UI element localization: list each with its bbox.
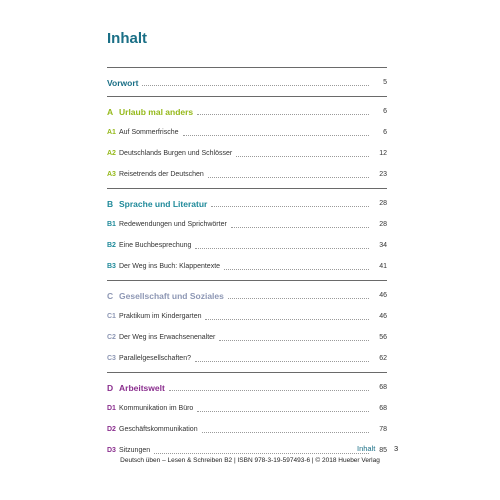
toc-entry-page: 85 — [379, 447, 387, 454]
toc-entry-page: 46 — [379, 313, 387, 320]
chapter-number: C1 — [107, 313, 116, 320]
chapter-number: A2 — [107, 150, 116, 157]
divider — [107, 372, 387, 373]
section-title: Arbeitswelt — [119, 383, 165, 393]
toc-entry-a2[interactable] — [107, 147, 387, 161]
chapter-number: B3 — [107, 263, 116, 270]
chapter-number: D2 — [107, 426, 116, 433]
toc-entry-b2[interactable] — [107, 239, 387, 253]
toc-entry-page: 12 — [379, 150, 387, 157]
leader-dots — [231, 227, 369, 228]
toc-entry-page: 46 — [379, 292, 387, 299]
chapter-number: A1 — [107, 129, 116, 136]
toc-entry-page: 56 — [379, 334, 387, 341]
chapter-number: D1 — [107, 405, 116, 412]
leader-dots — [236, 156, 369, 157]
toc-entry-page: 28 — [379, 200, 387, 207]
chapter-number: B1 — [107, 221, 116, 228]
toc-section-c[interactable] — [107, 289, 387, 303]
chapter-label: Reisetrends der Deutschen — [119, 171, 204, 178]
toc-entry-a3[interactable] — [107, 168, 387, 182]
chapter-label: Geschäftskommunikation — [119, 426, 198, 433]
footer-imprint: Deutsch üben – Lesen & Schreiben B2 | ISBN 978-3-19-597493-6 | © 2018 Hueber Verlag — [120, 457, 380, 464]
toc-entry-page: 6 — [383, 108, 387, 115]
toc-entry-vorwort[interactable] — [107, 76, 387, 90]
leader-dots — [228, 298, 369, 299]
toc-entry-page: 41 — [379, 263, 387, 270]
leader-dots — [211, 206, 369, 207]
chapter-label: Kommunikation im Büro — [119, 405, 194, 412]
toc-entry-page: 23 — [379, 171, 387, 178]
leader-dots — [197, 114, 369, 115]
chapter-label: Eine Buchbesprechung — [119, 242, 192, 249]
toc-entry-page: 28 — [379, 221, 387, 228]
divider — [107, 188, 387, 189]
toc-entry-c1[interactable] — [107, 310, 387, 324]
chapter-number: C2 — [107, 334, 116, 341]
leader-dots — [202, 432, 369, 433]
divider — [107, 67, 387, 68]
toc-entry-b1[interactable] — [107, 218, 387, 232]
chapter-number: B2 — [107, 242, 116, 249]
table-of-contents — [107, 67, 387, 458]
chapter-label: Der Weg ins Erwachsenenalter — [119, 334, 216, 341]
chapter-label: Praktikum im Kindergarten — [119, 313, 202, 320]
section-letter: D — [107, 383, 114, 393]
toc-entry-page: 78 — [379, 426, 387, 433]
chapter-label: Redewendungen und Sprichwörter — [119, 221, 227, 228]
section-letter: B — [107, 199, 114, 209]
leader-dots — [219, 340, 369, 341]
toc-entry-page: 62 — [379, 355, 387, 362]
toc-section-a[interactable] — [107, 105, 387, 119]
leader-dots — [205, 319, 369, 320]
leader-dots — [195, 361, 369, 362]
toc-entry-d2[interactable] — [107, 423, 387, 437]
leader-dots — [169, 390, 369, 391]
chapter-label: Sitzungen — [119, 447, 151, 454]
leader-dots — [208, 177, 369, 178]
footer-section-name: Inhalt — [357, 444, 376, 453]
chapter-label: Deutschlands Burgen und Schlösser — [119, 150, 233, 157]
divider — [107, 280, 387, 281]
section-letter: A — [107, 107, 114, 117]
section-title: Gesellschaft und Soziales — [119, 291, 224, 301]
chapter-label: Parallelgesellschaften? — [119, 355, 191, 362]
chapter-label: Der Weg ins Buch: Klappentexte — [119, 263, 221, 270]
leader-dots — [195, 248, 369, 249]
section-letter: C — [107, 291, 114, 301]
section-title: Urlaub mal anders — [119, 107, 194, 117]
chapter-number: C3 — [107, 355, 116, 362]
footer-page-number: 3 — [394, 444, 399, 453]
leader-dots — [183, 135, 369, 136]
toc-section-b[interactable] — [107, 197, 387, 211]
toc-entry-page: 6 — [383, 129, 387, 136]
toc-entry-a1[interactable] — [107, 126, 387, 140]
leader-dots — [154, 453, 369, 454]
leader-dots — [197, 411, 369, 412]
section-title: Sprache und Literatur — [119, 199, 208, 209]
toc-entry-page: 5 — [383, 79, 387, 86]
toc-entry-page: 68 — [379, 405, 387, 412]
toc-entry-label: Vorwort — [107, 78, 139, 88]
page-title: Inhalt — [107, 30, 147, 47]
toc-entry-d3[interactable] — [107, 444, 387, 458]
toc-entry-d1[interactable] — [107, 402, 387, 416]
toc-section-d[interactable] — [107, 381, 387, 395]
toc-entry-c2[interactable] — [107, 331, 387, 345]
toc-entry-page: 34 — [379, 242, 387, 249]
chapter-label: Auf Sommerfrische — [119, 129, 179, 136]
toc-entry-page: 68 — [379, 384, 387, 391]
divider — [107, 96, 387, 97]
leader-dots — [224, 269, 369, 270]
chapter-number: A3 — [107, 171, 116, 178]
toc-entry-b3[interactable] — [107, 260, 387, 274]
chapter-number: D3 — [107, 447, 116, 454]
leader-dots — [142, 85, 369, 86]
toc-entry-c3[interactable] — [107, 352, 387, 366]
